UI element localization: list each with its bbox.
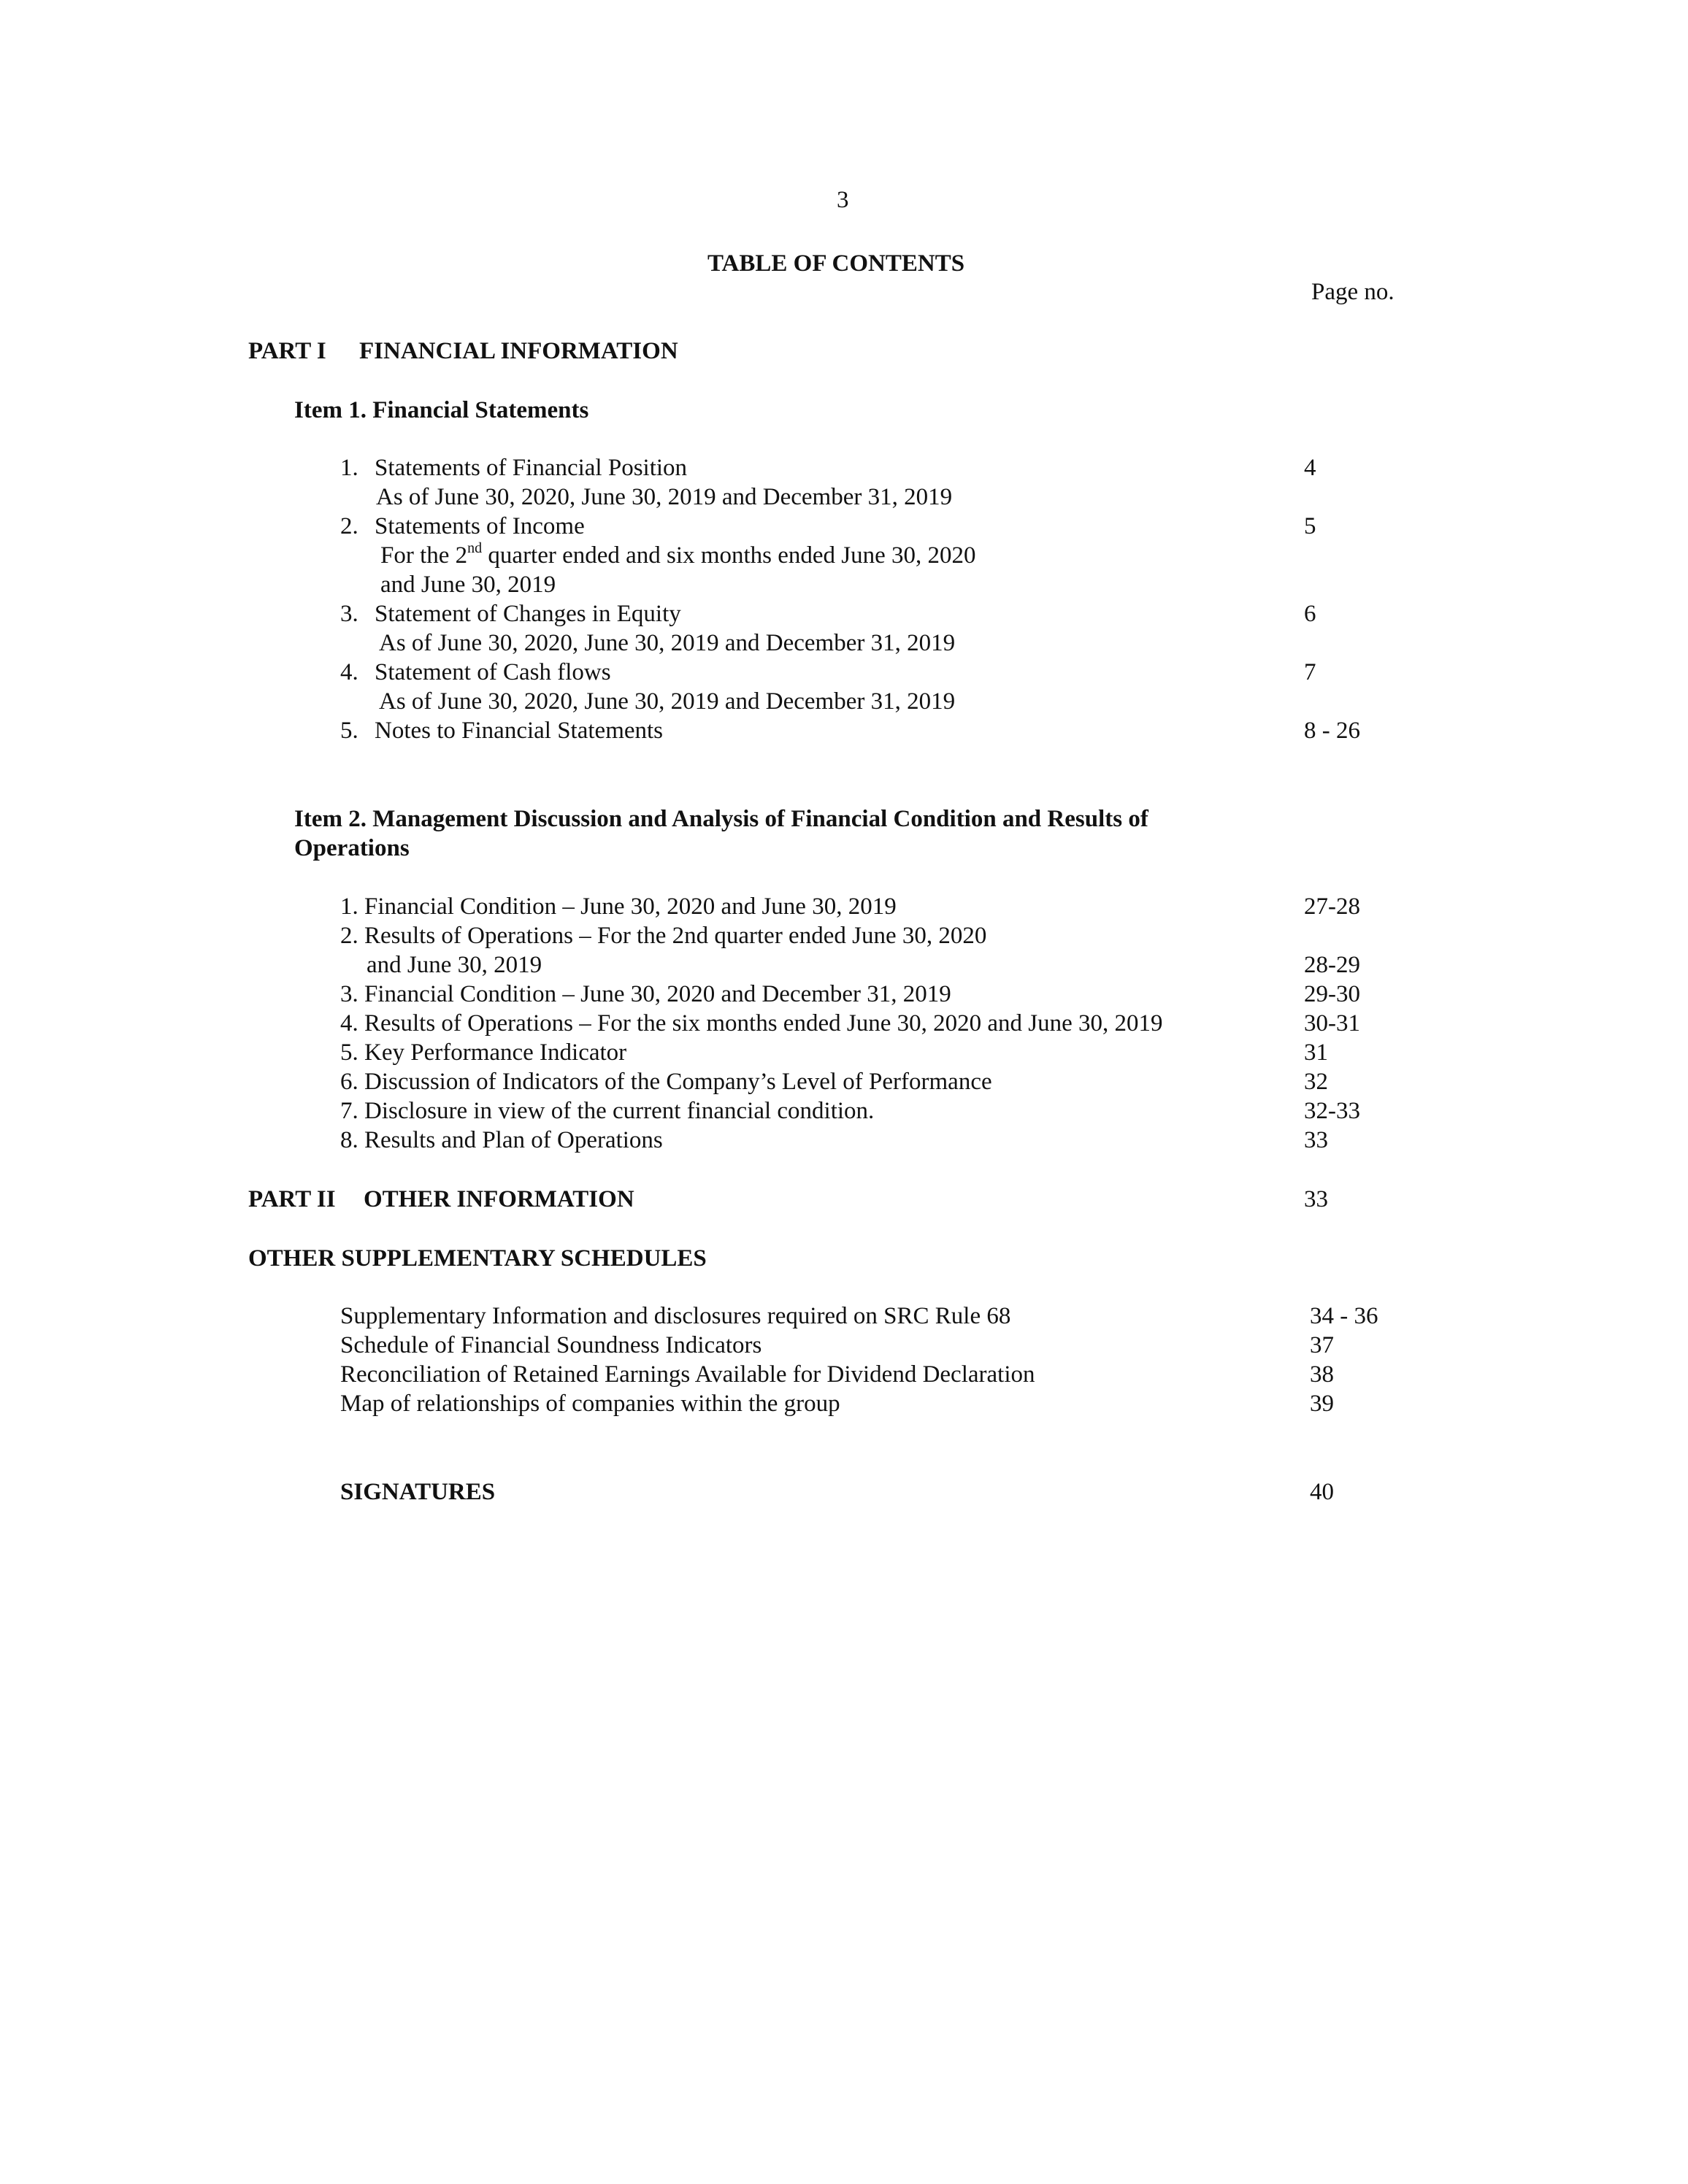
part1-label: PART I	[248, 338, 326, 364]
toc-entry-subtitle: As of June 30, 2020, June 30, 2019 and December 31, 2019	[379, 630, 956, 656]
toc-entry-title: Statement of Changes in Equity	[375, 601, 681, 627]
item2-heading: Item 2. Management Discussion and Analysis of Financial Condition and Results of	[294, 806, 1148, 832]
toc-entry-subtitle: As of June 30, 2020, June 30, 2019 and December 31, 2019	[376, 484, 953, 510]
toc-entry-subtitle: and June 30, 2019	[367, 952, 542, 978]
supplementary-heading: OTHER SUPPLEMENTARY SCHEDULES	[248, 1245, 707, 1272]
toc-entry-number: 1.	[340, 455, 358, 481]
toc-entry: 7. Disclosure in view of the current financial condition.	[340, 1098, 875, 1124]
toc-entry-subtitle: and June 30, 2019	[380, 572, 556, 598]
page-number: 3	[837, 187, 849, 213]
toc-entry-page: 27-28	[1304, 893, 1360, 920]
toc-entry-page: 30-31	[1304, 1010, 1360, 1037]
toc-entry: 3. Financial Condition – June 30, 2020 and December 31, 2019	[340, 981, 951, 1007]
item2-heading-cont: Operations	[294, 835, 410, 861]
toc-entry-page: 32-33	[1304, 1098, 1360, 1124]
toc-entry-number: 4.	[340, 659, 358, 685]
toc-entry-page: 29-30	[1304, 981, 1360, 1007]
toc-entry-page: 33	[1304, 1127, 1328, 1153]
toc-entry: Schedule of Financial Soundness Indicators	[340, 1332, 762, 1358]
toc-entry: Supplementary Information and disclosures required on SRC Rule 68	[340, 1303, 1011, 1329]
toc-entry-number: 2.	[340, 513, 358, 539]
toc-entry-page: 37	[1310, 1332, 1334, 1358]
toc-entry-number: 5.	[340, 718, 358, 744]
part2-label: PART II	[248, 1186, 336, 1212]
toc-entry: Reconciliation of Retained Earnings Available for Dividend Declaration	[340, 1361, 1035, 1388]
toc-entry-page: 31	[1304, 1039, 1328, 1066]
part2-title: OTHER INFORMATION	[364, 1186, 634, 1212]
toc-entry: 4. Results of Operations – For the six months ended June 30, 2020 and June 30, 2019	[340, 1010, 1163, 1037]
toc-entry-page: 28-29	[1304, 952, 1360, 978]
toc-entry-page: 34 - 36	[1310, 1303, 1378, 1329]
toc-title: TABLE OF CONTENTS	[707, 250, 965, 277]
toc-entry-page: 4	[1304, 455, 1316, 481]
toc-entry: 1. Financial Condition – June 30, 2020 and June 30, 2019	[340, 893, 897, 920]
toc-entry-page: 6	[1304, 601, 1316, 627]
toc-entry: 8. Results and Plan of Operations	[340, 1127, 663, 1153]
part1-title: FINANCIAL INFORMATION	[359, 338, 678, 364]
toc-entry-page: 5	[1304, 513, 1316, 539]
toc-entry-page: 33	[1304, 1186, 1328, 1212]
signatures-heading: SIGNATURES	[340, 1479, 496, 1505]
toc-entry-page: 32	[1304, 1069, 1328, 1095]
toc-entry-subtitle: For the 2nd quarter ended and six months ended June 30, 2020	[380, 540, 976, 569]
toc-entry-title: Statements of Financial Position	[375, 455, 688, 481]
toc-entry-page: 38	[1310, 1361, 1334, 1388]
toc-entry-subtitle: As of June 30, 2020, June 30, 2019 and December 31, 2019	[379, 688, 956, 715]
toc-entry-page: 8 - 26	[1304, 718, 1360, 744]
toc-entry-page: 7	[1304, 659, 1316, 685]
item1-heading: Item 1. Financial Statements	[294, 397, 589, 423]
toc-entry-title: Notes to Financial Statements	[375, 718, 664, 744]
toc-entry-page: 39	[1310, 1391, 1334, 1417]
toc-entry-title: Statement of Cash flows	[375, 659, 611, 685]
toc-entry: 5. Key Performance Indicator	[340, 1039, 627, 1066]
toc-entry-page: 40	[1310, 1479, 1334, 1505]
page-no-header: Page no.	[1311, 279, 1394, 305]
toc-entry: Map of relationships of companies within the group	[340, 1391, 840, 1417]
toc-entry: 6. Discussion of Indicators of the Company’s Level of Performance	[340, 1069, 992, 1095]
toc-entry-title: Statements of Income	[375, 513, 585, 539]
toc-entry-number: 3.	[340, 601, 358, 627]
toc-entry: 2. Results of Operations – For the 2nd quarter ended June 30, 2020	[340, 923, 987, 949]
